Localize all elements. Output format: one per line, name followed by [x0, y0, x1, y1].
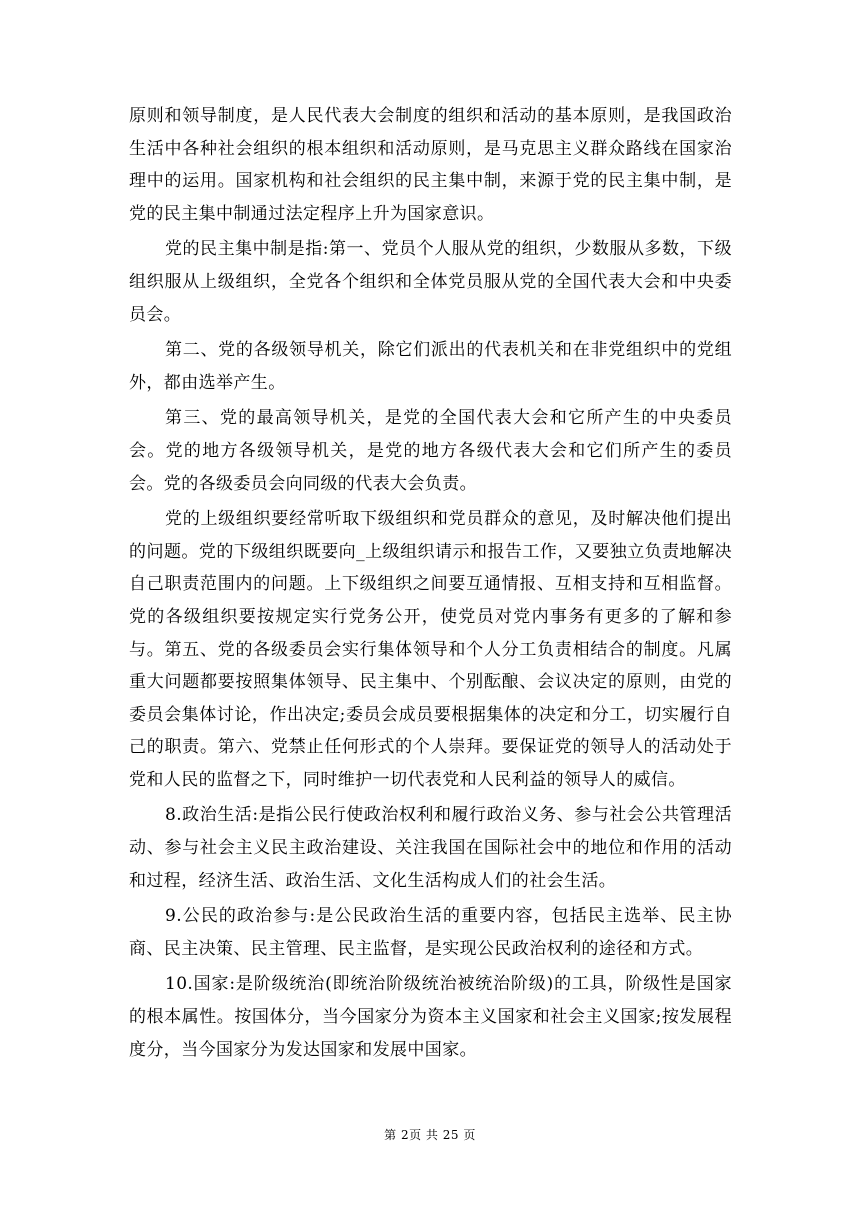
paragraph-4: 第三、党的最高领导机关，是党的全国代表大会和它所产生的中央委员会。党的地方各级领导机关，是党的地方各级代表大会和它们所产生的委员会。党的各级委员会向同级的代表大会负责。 — [129, 408, 732, 494]
document-body — [129, 100, 732, 1069]
paragraph-2: 党的民主集中制是指:第一、党员个人服从党的组织，少数服从多数，下级组织服从上级组织，全党各个组织和全体党员服从党的全国代表大会和中央委员会。 — [129, 239, 732, 325]
paragraph-8: 10.国家:是阶级统治(即统治阶级统治被统治阶级)的工具，阶级性是国家的根本属性。按国体分，当今国家分为资本主义国家和社会主义国家;按发展程度分，当今国家分为发达国家和发展中国家。 — [129, 974, 732, 1060]
paragraph-3: 第二、党的各级领导机关，除它们派出的代表机关和在非党组织中的党组外，都由选举产生。 — [129, 340, 732, 393]
paragraph-5: 党的上级组织要经常听取下级组织和党员群众的意见，及时解决他们提出的问题。党的下级组织既要向_上级组织请示和报告工作，又要独立负责地解决自己职责范围内的问题。上下级组织之间要互通情报、互相支持和互相监督。党的各级组织要按规定实行党务公开，使党员对党内事务有更多的了解和参与。第五、党的各级委员会实行集体领导和个人分工负责相结合的制度。凡属重大问题都要按照集体领导、民主集中、个别酝酿、会议决定的原则，由党的委员会集体讨论，作出决定;委员会成员要根据集体的决定和分工，切实履行自己的职责。第六、党禁止任何形式的个人崇拜。要保证党的领导人的活动处于党和人民的监督之下，同时维护一切代表党和人民利益的领导人的威信。 — [129, 509, 732, 790]
paragraph-1: 原则和领导制度，是人民代表大会制度的组织和活动的基本原则，是我国政治生活中各种社会组织的根本组织和活动原则，是马克思主义群众路线在国家治理中的运用。国家机构和社会组织的民主集中制，来源于党的民主集中制，是党的民主集中制通过法定程序上升为国家意识。 — [129, 106, 732, 224]
paragraph-7: 9.公民的政治参与:是公民政治生活的重要内容，包括民主选举、民主协商、民主决策、民主管理、民主监督，是实现公民政治权利的途径和方式。 — [129, 906, 732, 959]
paragraph-6: 8.政治生活:是指公民行使政治权利和履行政治义务、参与社会公共管理活动、参与社会主义民主政治建设、关注我国在国际社会中的地位和作用的活动和过程，经济生活、政治生活、文化生活构成人们的社会生活。 — [129, 805, 732, 891]
page-footer: 第 2页 共 25 页 — [384, 1128, 476, 1142]
